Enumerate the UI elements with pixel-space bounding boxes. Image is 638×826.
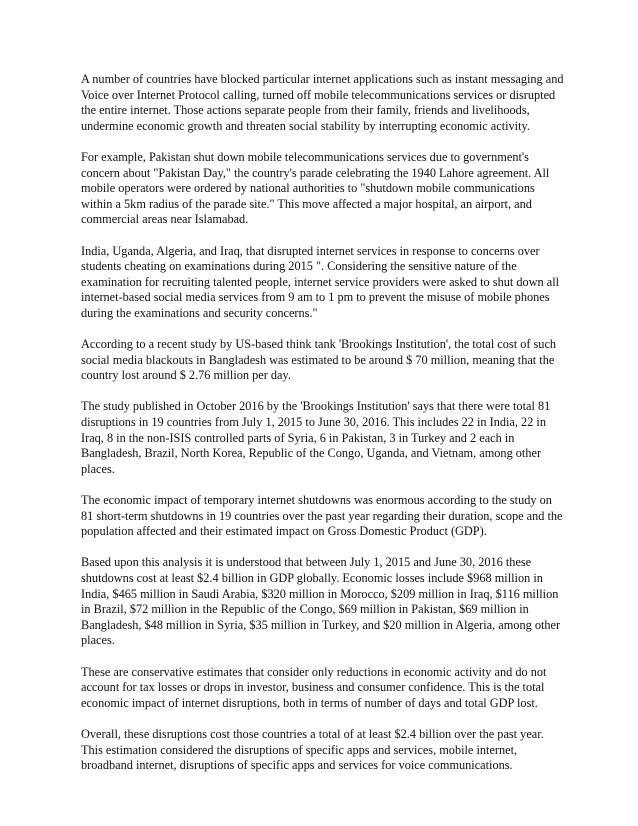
document-body	[81, 72, 565, 774]
paragraph-conservative-estimates: These are conservative estimates that consider only reductions in economic activity and do not account for tax losses or drops in investor, business and consumer confidence. This is the total economic impact of internet disruptions, both in terms of number of days and total GDP lost.	[81, 664, 547, 710]
paragraph-overall-cost: Overall, these disruptions cost those countries a total of at least $2.4 billion over the past year. This estimation considered the disruptions of specific apps and services, mobile internet, broadband internet, disruptions of specific apps and services for voice communications.	[81, 726, 544, 773]
paragraph-economic-impact: The economic impact of temporary internet shutdowns was enormous according to the study on 81 short-term shutdowns in 19 countries over the past year regarding their duration, scope and the population affected and their estimated impact on Gross Domestic Product (GDP).	[81, 493, 563, 539]
paragraph-exam-shutdowns: India, Uganda, Algeria, and Iraq, that disrupted internet services in response to concerns over students cheating on examinations during 2015 ". Considering the sensitive nature of the examination for recruiting talented people, internet service providers were asked to shut down all internet-based social media services from 9 am to 1 pm to prevent the misuse of mobile phones during the examinations and security concerns."	[81, 243, 560, 320]
paragraph-brookings-study: The study published in October 2016 by the 'Brookings Institution' says that there were total 81 disruptions in 19 countries from July 1, 2015 to June 30, 2016. This includes 22 in India, 22 in Iraq, 8 in the non-ISIS controlled parts of Syria, 6 in Pakistan, 3 in Turkey and 2 each in Bangladesh, Brazil, North Korea, Republic of the Congo, Uganda, and Vietnam, among other places.	[81, 399, 551, 476]
paragraph-blocked-applications: A number of countries have blocked particular internet applications such as instant messaging and Voice over Internet Protocol calling, turned off mobile telecommunications services or disrupted the entire internet. Those actions separate people from their family, friends and livelihoods, undermine economic growth and threaten social stability by interrupting economic activity.	[81, 72, 564, 133]
paragraph-pakistan-example: For example, Pakistan shut down mobile telecommunications services due to government's concern about "Pakistan Day," the country's parade celebrating the 1940 Lahore agreement. All mobile operators were ordered by national authorities to "shutdown mobile communications within a 5km radius of the parade site." This move affected a major hospital, an airport, and commercial areas near Islamabad.	[81, 149, 550, 227]
paragraph-bangladesh-cost: According to a recent study by US-based think tank 'Brookings Institution', the total cost of such social media blackouts in Bangladesh was estimated to be around $ 70 million, meaning that the country lost around $ 2.76 million per day.	[81, 337, 557, 383]
paragraph-gdp-losses: Based upon this analysis it is understood that between July 1, 2015 and June 30, 2016 these shutdowns cost at least $2.4 billion in GDP globally. Economic losses include $968 million in India, $465 million in Saudi Arabia, $320 million in Morocco, $209 million in Iraq, $116 million in Brazil, $72 million in the Republic of the Congo, $69 million in Pakistan, $69 million in Bangladesh, $48 million in Syria, $35 million in Turkey, and $20 million in Algeria, among other places.	[81, 555, 561, 648]
